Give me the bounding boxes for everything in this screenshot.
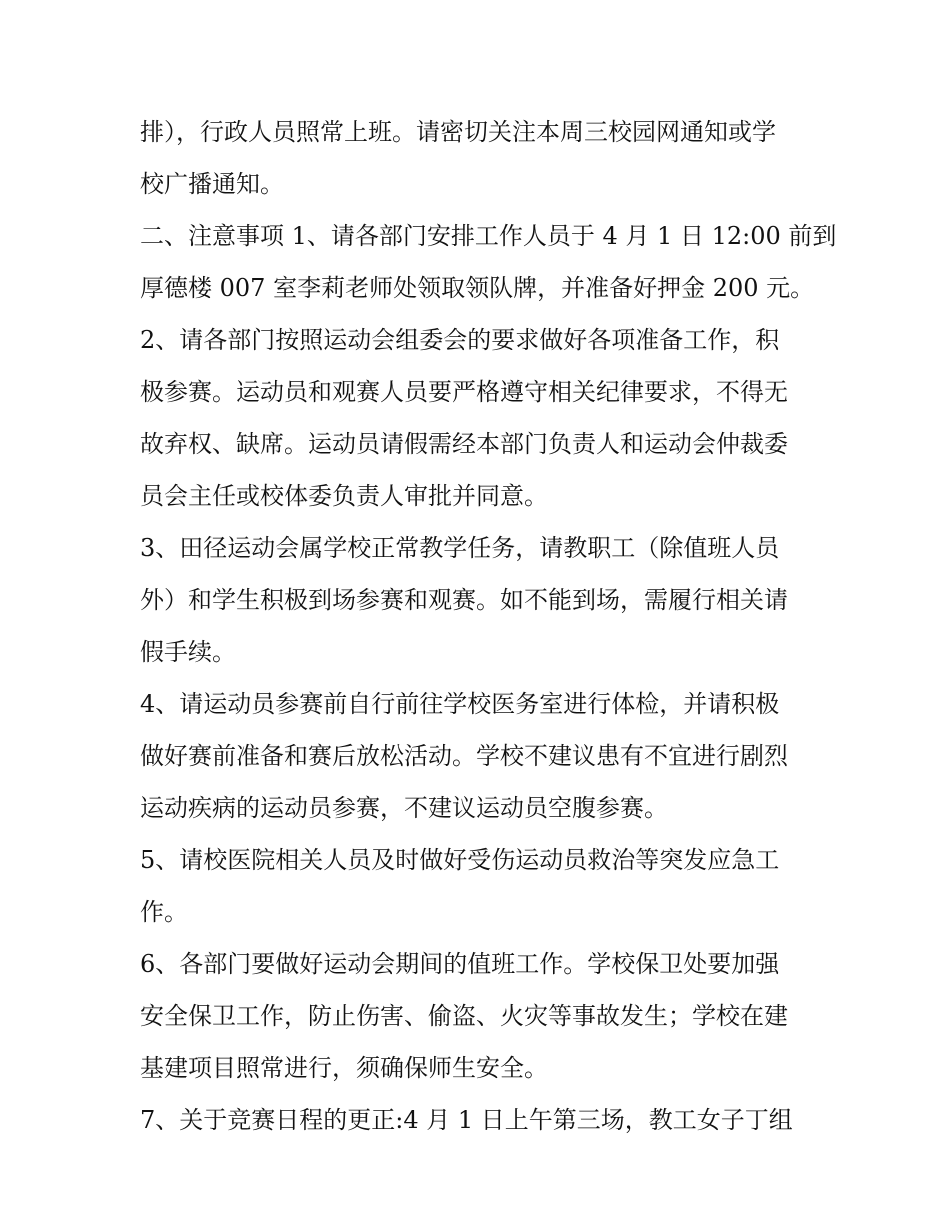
paragraph-notes-2 xyxy=(140,314,820,522)
text-line: 故弃权、缺席。运动员请假需经本部门负责人和运动会仲裁委 xyxy=(140,430,788,458)
text-line: 2、请各部门按照运动会组委会的要求做好各项准备工作，积 xyxy=(140,326,780,354)
text-line: 运动疾病的运动员参赛，不建议运动员空腹参赛。 xyxy=(140,794,668,822)
text-line: 7、关于竞赛日程的更正:4 月 1 日上午第三场，教工女子丁组 xyxy=(140,1106,793,1134)
text-line: 外）和学生积极到场参赛和观赛。如不能到场，需履行相关请 xyxy=(140,586,788,614)
text-line: 极参赛。运动员和观赛人员要严格遵守相关纪律要求，不得无 xyxy=(140,378,788,406)
text-line: 4、请运动员参赛前自行前往学校医务室进行体检，并请积极 xyxy=(140,690,780,718)
paragraph-notes-6 xyxy=(140,938,820,1094)
text-line: 假手续。 xyxy=(140,638,236,666)
paragraph-notes-7 xyxy=(140,1094,820,1146)
paragraph-notes-3 xyxy=(140,522,820,678)
document-body xyxy=(140,106,837,1146)
text-line: 作。 xyxy=(140,898,188,926)
text-line: 安全保卫工作，防止伤害、偷盗、火灾等事故发生；学校在建 xyxy=(140,1002,788,1030)
paragraph-notes-4 xyxy=(140,678,820,834)
text-line: 做好赛前准备和赛后放松活动。学校不建议患有不宜进行剧烈 xyxy=(140,742,788,770)
text-line: 基建项目照常进行，须确保师生安全。 xyxy=(140,1054,548,1082)
text-line: 6、各部门要做好运动会期间的值班工作。学校保卫处要加强 xyxy=(140,950,780,978)
text-line: 厚德楼 007 室李莉老师处领取领队牌，并准备好押金 200 元。 xyxy=(140,274,815,302)
text-line: 5、请校医院相关人员及时做好受伤运动员救治等突发应急工 xyxy=(140,846,780,874)
text-line: 二、注意事项 1、请各部门安排工作人员于 4 月 1 日 12:00 前到 xyxy=(140,222,837,250)
text-line: 3、田径运动会属学校正常教学任务，请教职工（除值班人员 xyxy=(140,534,780,562)
text-line: 校广播通知。 xyxy=(140,170,284,198)
paragraph-notes-5 xyxy=(140,834,820,938)
paragraph-continued-notice xyxy=(140,106,820,210)
paragraph-notes-1 xyxy=(140,210,837,314)
text-line: 排），行政人员照常上班。请密切关注本周三校园网通知或学 xyxy=(140,118,776,146)
text-line: 员会主任或校体委负责人审批并同意。 xyxy=(140,482,548,510)
